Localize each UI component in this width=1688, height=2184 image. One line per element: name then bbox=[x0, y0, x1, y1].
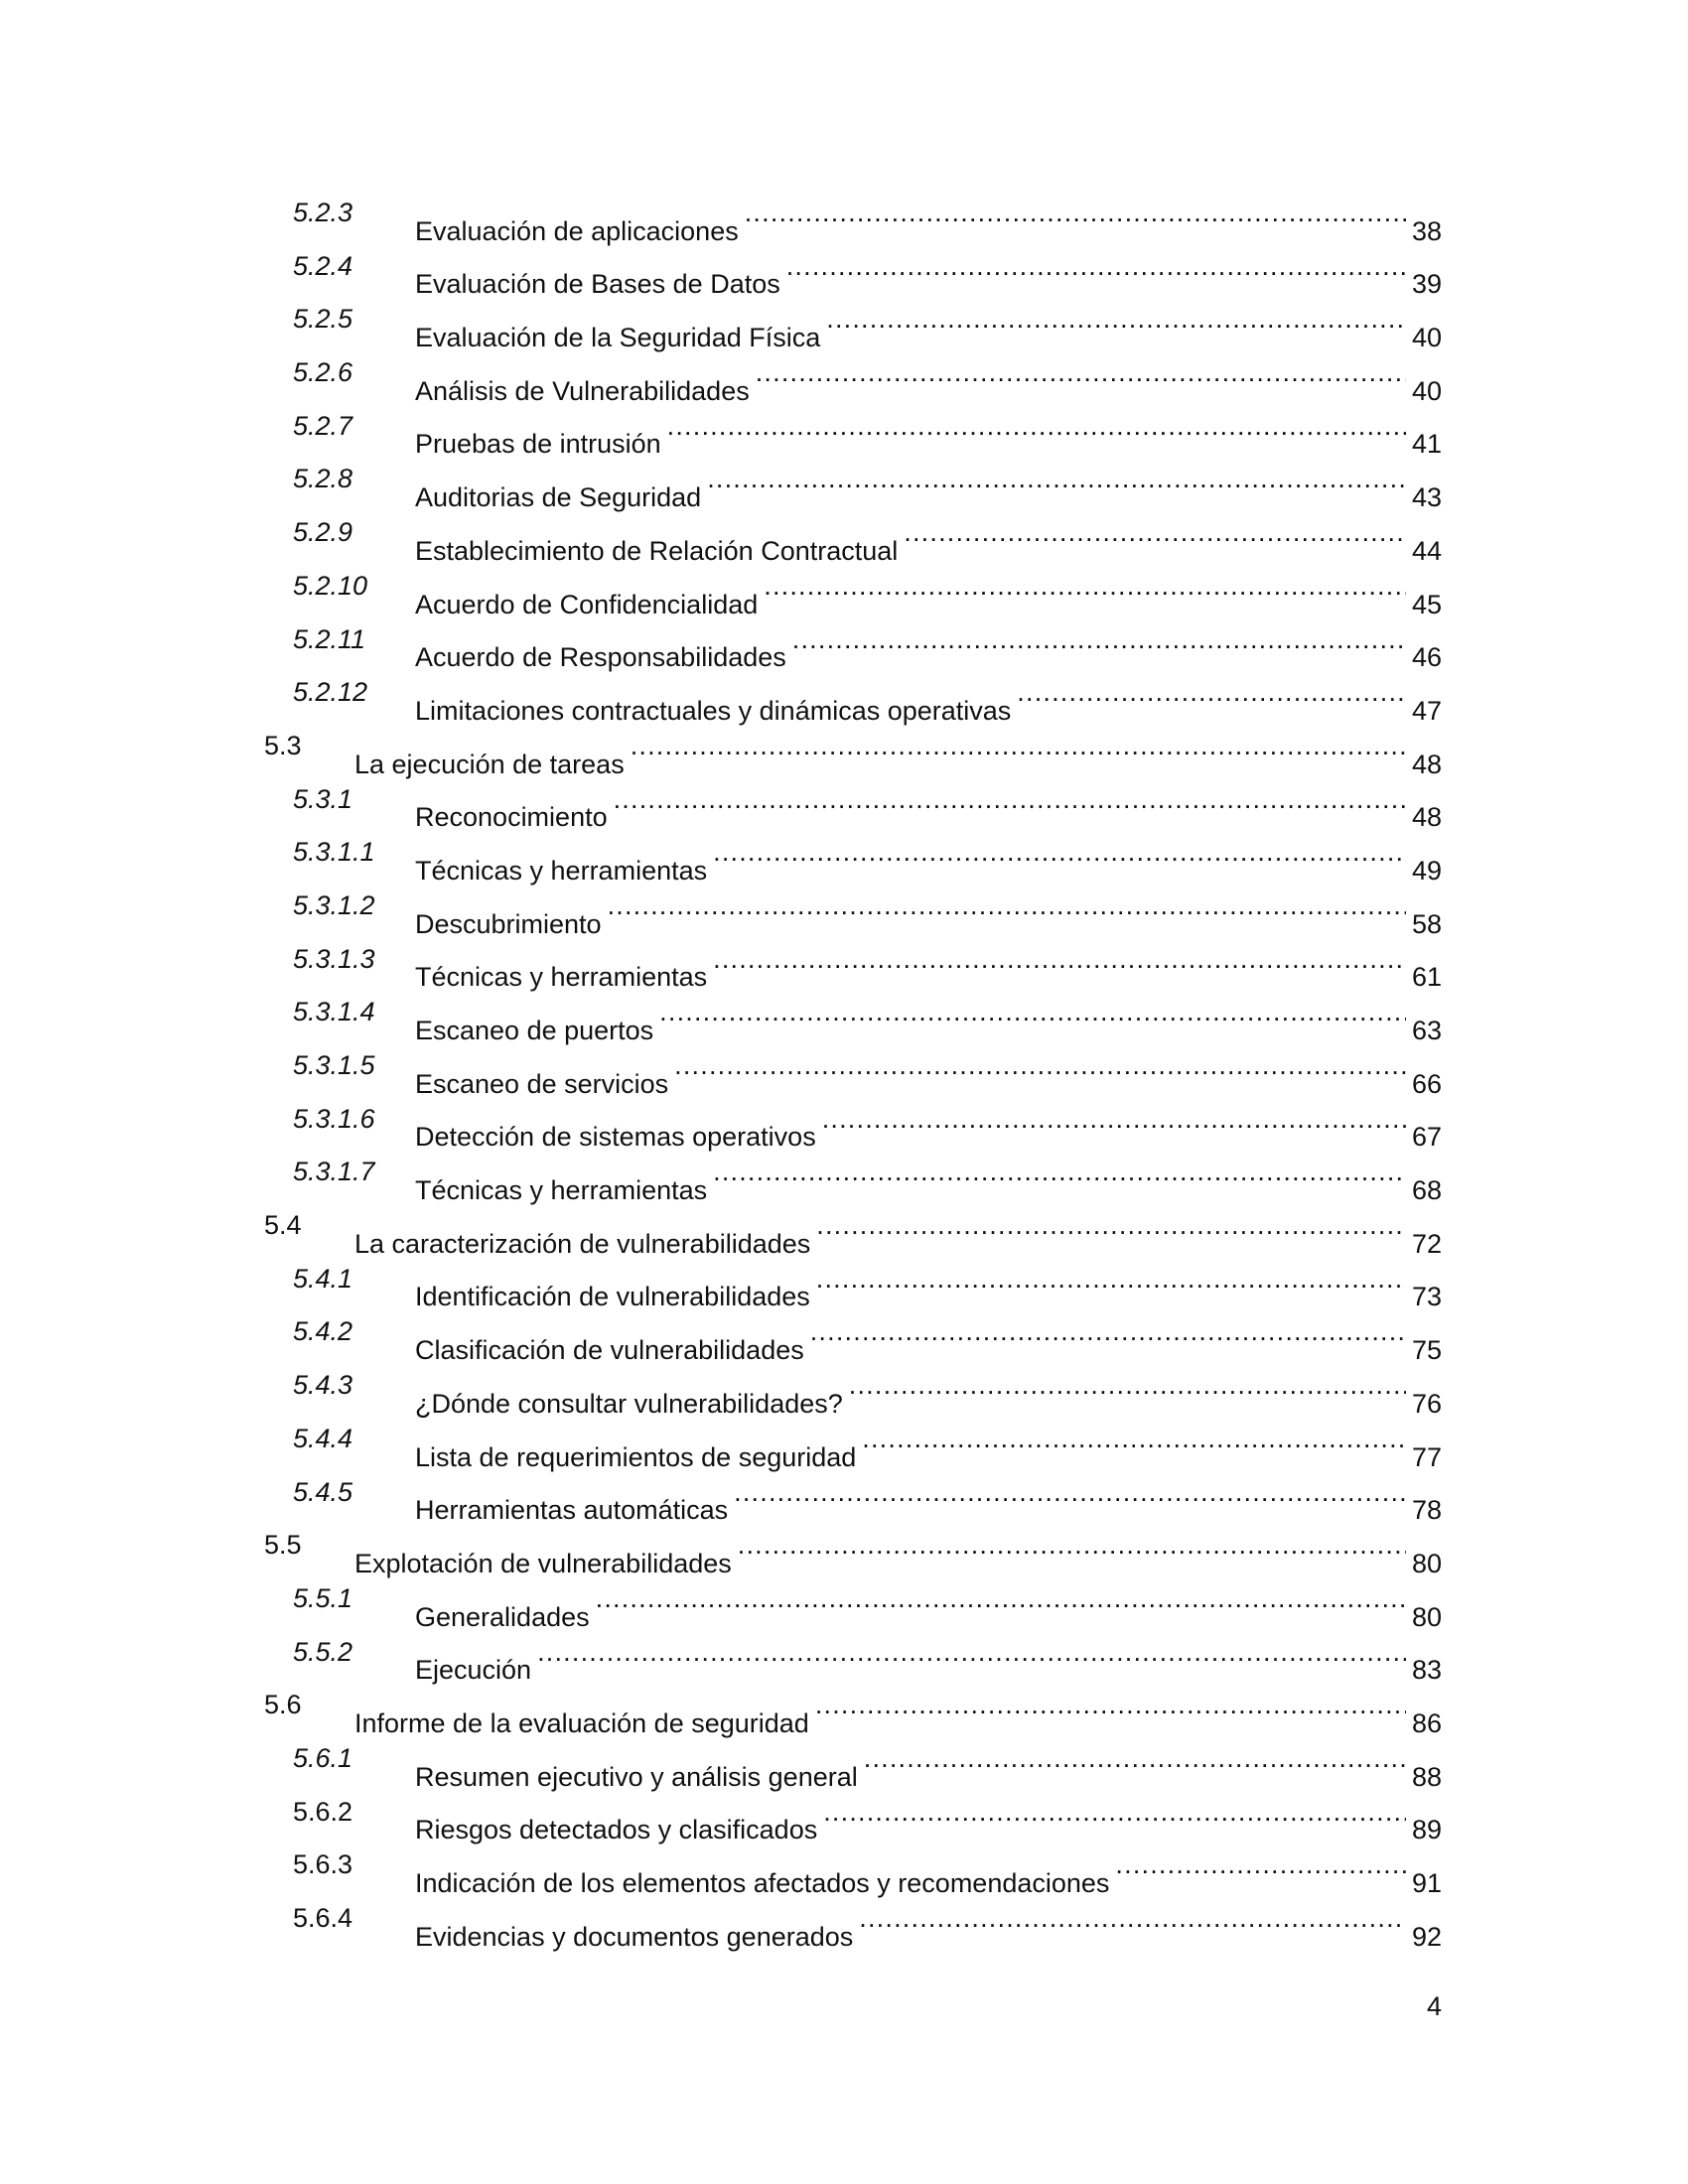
toc-entry-title: Riesgos detectados y clasificados bbox=[415, 1804, 823, 1857]
toc-entry-title: Indicación de los elementos afectados y recomendaciones bbox=[415, 1857, 1115, 1911]
dot-leader bbox=[822, 1093, 1406, 1147]
toc-entry[interactable] bbox=[0, 666, 1688, 726]
toc-entry-number: 5.4.2 bbox=[293, 1316, 353, 1347]
toc-entry-leader bbox=[415, 1892, 1442, 1964]
toc-entry-page: 77 bbox=[1406, 1432, 1442, 1485]
toc-entry[interactable] bbox=[0, 1093, 1688, 1153]
dot-leader bbox=[1017, 666, 1406, 720]
toc-entry[interactable] bbox=[0, 1253, 1688, 1312]
dot-leader bbox=[713, 933, 1406, 987]
toc-entry-page: 49 bbox=[1406, 845, 1442, 898]
toc-entry-title: Escaneo de servicios bbox=[415, 1058, 674, 1112]
toc-entry-title: Establecimiento de Relación Contractual bbox=[415, 525, 904, 579]
toc-entry[interactable] bbox=[0, 933, 1688, 993]
toc-entry[interactable] bbox=[0, 880, 1688, 939]
toc-entry-page: 48 bbox=[1406, 739, 1442, 792]
toc-entry[interactable] bbox=[0, 1626, 1688, 1686]
toc-entry-number: 5.2.9 bbox=[293, 517, 353, 548]
toc-entry-number: 5.6.1 bbox=[293, 1742, 353, 1773]
dot-leader bbox=[764, 560, 1406, 614]
toc-entry-title: Lista de requerimientos de seguridad bbox=[415, 1432, 862, 1485]
toc-entry-number: 5.6.2 bbox=[293, 1796, 353, 1827]
toc-entry-page: 68 bbox=[1406, 1164, 1442, 1218]
dot-leader bbox=[864, 1732, 1406, 1786]
toc-entry[interactable] bbox=[0, 293, 1688, 353]
toc-entry-page: 89 bbox=[1406, 1804, 1442, 1857]
toc-entry-page: 44 bbox=[1406, 525, 1442, 579]
toc-entry-title: Acuerdo de Confidencialidad bbox=[415, 579, 764, 632]
toc-entry[interactable] bbox=[0, 720, 1688, 779]
toc-entry-number: 5.3.1.7 bbox=[293, 1157, 375, 1187]
toc-entry[interactable] bbox=[0, 773, 1688, 833]
toc-entry-page: 88 bbox=[1406, 1751, 1442, 1805]
toc-entry-title: Técnicas y herramientas bbox=[415, 845, 713, 898]
toc-entry-title: Acuerdo de Responsabilidades bbox=[415, 631, 792, 685]
toc-entry-number: 5.4.3 bbox=[293, 1370, 353, 1401]
toc-entry[interactable] bbox=[0, 1146, 1688, 1206]
dot-leader bbox=[786, 240, 1406, 294]
toc-entry-page: 73 bbox=[1406, 1271, 1442, 1324]
dot-leader bbox=[792, 614, 1406, 667]
toc-entry-number: 5.3 bbox=[264, 730, 302, 760]
toc-entry-number: 5.4.1 bbox=[293, 1263, 353, 1294]
toc-entry-page: 86 bbox=[1406, 1698, 1442, 1751]
toc-entry[interactable] bbox=[0, 1786, 1688, 1845]
toc-entry-title: Clasificación de vulnerabilidades bbox=[415, 1324, 810, 1378]
toc-entry-number: 5.5.1 bbox=[293, 1582, 353, 1613]
toc-entry-title: La ejecución de tareas bbox=[354, 739, 631, 792]
toc-entry-number: 5.2.7 bbox=[293, 410, 353, 441]
dot-leader bbox=[707, 453, 1406, 506]
dot-leader bbox=[713, 1146, 1406, 1199]
toc-entry[interactable] bbox=[0, 1732, 1688, 1792]
toc-entry[interactable] bbox=[0, 614, 1688, 673]
dot-leader bbox=[862, 1413, 1406, 1466]
toc-entry[interactable] bbox=[0, 506, 1688, 566]
toc-entry-number: 5.3.1.4 bbox=[293, 997, 375, 1027]
toc-entry-title: ¿Dónde consultar vulnerabilidades? bbox=[415, 1378, 849, 1432]
toc-entry[interactable] bbox=[0, 1359, 1688, 1419]
toc-entry-title: Reconocimiento bbox=[415, 791, 614, 845]
toc-entry[interactable] bbox=[0, 1892, 1688, 1952]
toc-entry-title: Técnicas y herramientas bbox=[415, 951, 713, 1005]
toc-entry[interactable] bbox=[0, 1413, 1688, 1472]
toc-entry-number: 5.2.6 bbox=[293, 357, 353, 388]
toc-entry-number: 5.4.5 bbox=[293, 1476, 353, 1507]
toc-entry-number: 5.2.10 bbox=[293, 570, 368, 601]
toc-entry-title: Identificación de vulnerabilidades bbox=[415, 1271, 816, 1324]
dot-leader bbox=[713, 826, 1406, 880]
dot-leader bbox=[815, 1679, 1406, 1732]
dot-leader bbox=[823, 1786, 1406, 1840]
toc-entry[interactable] bbox=[0, 1519, 1688, 1578]
toc-entry-number: 5.6 bbox=[264, 1690, 302, 1720]
toc-entry-page: 46 bbox=[1406, 631, 1442, 685]
dot-leader bbox=[537, 1626, 1406, 1680]
toc-entry-title: Evidencias y documentos generados bbox=[415, 1911, 859, 1965]
table-of-contents bbox=[0, 187, 1688, 1952]
dot-leader bbox=[826, 293, 1406, 346]
toc-entry-title: Pruebas de intrusión bbox=[415, 418, 667, 472]
toc-entry-title: Generalidades bbox=[415, 1591, 596, 1645]
toc-entry-number: 5.3.1.6 bbox=[293, 1103, 375, 1134]
toc-entry[interactable] bbox=[0, 453, 1688, 513]
toc-entry-page: 48 bbox=[1406, 791, 1442, 845]
toc-entry-number: 5.3.1.3 bbox=[293, 943, 375, 974]
dot-leader bbox=[608, 880, 1406, 933]
toc-entry-number: 5.2.3 bbox=[293, 198, 353, 227]
toc-entry[interactable] bbox=[0, 1199, 1688, 1259]
toc-entry[interactable] bbox=[0, 826, 1688, 886]
toc-entry-number: 5.3.1.2 bbox=[293, 889, 375, 920]
dot-leader bbox=[596, 1572, 1406, 1626]
dot-leader bbox=[904, 506, 1406, 560]
toc-entry-title: Técnicas y herramientas bbox=[415, 1164, 713, 1218]
toc-entry-number: 5.5 bbox=[264, 1530, 302, 1561]
toc-entry-number: 5.6.4 bbox=[293, 1903, 353, 1933]
toc-entry-page: 76 bbox=[1406, 1378, 1442, 1432]
toc-entry-page: 63 bbox=[1406, 1005, 1442, 1058]
toc-entry-number: 5.4 bbox=[264, 1210, 302, 1241]
toc-entry-number: 5.2.12 bbox=[293, 677, 368, 708]
dot-leader bbox=[859, 1892, 1406, 1946]
dot-leader bbox=[745, 187, 1406, 240]
toc-entry-title: Herramientas automáticas bbox=[415, 1484, 734, 1538]
toc-entry-number: 5.2.8 bbox=[293, 464, 353, 494]
toc-entry-title: Evaluación de Bases de Datos bbox=[415, 258, 786, 312]
toc-entry-page: 78 bbox=[1406, 1484, 1442, 1538]
dot-leader bbox=[631, 720, 1406, 773]
toc-entry-page: 43 bbox=[1406, 472, 1442, 525]
toc-entry-page: 38 bbox=[1406, 205, 1442, 259]
toc-entry-title: Explotación de vulnerabilidades bbox=[354, 1538, 738, 1591]
toc-entry-page: 41 bbox=[1406, 418, 1442, 472]
toc-entry-number: 5.3.1.5 bbox=[293, 1050, 375, 1080]
toc-entry-title: La caracterización de vulnerabilidades bbox=[354, 1218, 816, 1272]
toc-entry-number: 5.2.5 bbox=[293, 304, 353, 335]
toc-entry-page: 39 bbox=[1406, 258, 1442, 312]
toc-entry-number: 5.2.4 bbox=[293, 250, 353, 281]
toc-entry-title: Resumen ejecutivo y análisis general bbox=[415, 1751, 864, 1805]
toc-entry-page: 91 bbox=[1406, 1857, 1442, 1911]
toc-entry-title: Descubrimiento bbox=[415, 898, 608, 952]
toc-entry-number: 5.3.1 bbox=[293, 783, 353, 814]
toc-entry[interactable] bbox=[0, 240, 1688, 300]
toc-entry-page: 45 bbox=[1406, 579, 1442, 632]
toc-entry-title: Análisis de Vulnerabilidades bbox=[415, 365, 756, 419]
page-number: 4 bbox=[1426, 1991, 1442, 2021]
toc-entry-title: Evaluación de la Seguridad Física bbox=[415, 312, 826, 365]
toc-entry-page: 75 bbox=[1406, 1324, 1442, 1378]
toc-entry[interactable] bbox=[0, 187, 1688, 246]
toc-entry-page: 47 bbox=[1406, 685, 1442, 739]
dot-leader bbox=[614, 773, 1406, 827]
toc-entry-title: Ejecución bbox=[415, 1644, 537, 1698]
toc-entry[interactable] bbox=[0, 1679, 1688, 1738]
toc-entry-page: 67 bbox=[1406, 1111, 1442, 1164]
toc-entry-page: 72 bbox=[1406, 1218, 1442, 1272]
toc-entry[interactable] bbox=[0, 346, 1688, 406]
dot-leader bbox=[1115, 1839, 1406, 1892]
toc-entry-title: Evaluación de aplicaciones bbox=[415, 205, 745, 259]
toc-entry-title: Limitaciones contractuales y dinámicas operativas bbox=[415, 685, 1017, 739]
dot-leader bbox=[674, 1039, 1406, 1093]
toc-entry-title: Escaneo de puertos bbox=[415, 1005, 659, 1058]
toc-entry-page: 40 bbox=[1406, 312, 1442, 365]
dot-leader bbox=[734, 1466, 1406, 1520]
toc-entry-page: 92 bbox=[1406, 1911, 1442, 1965]
toc-entry[interactable] bbox=[0, 1839, 1688, 1898]
toc-entry-page: 58 bbox=[1406, 898, 1442, 952]
dot-leader bbox=[667, 400, 1406, 454]
dot-leader bbox=[849, 1359, 1406, 1413]
toc-entry-title: Auditorias de Seguridad bbox=[415, 472, 707, 525]
toc-entry-number: 5.5.2 bbox=[293, 1636, 353, 1667]
dot-leader bbox=[816, 1253, 1406, 1306]
toc-entry-number: 5.4.4 bbox=[293, 1423, 353, 1453]
dot-leader bbox=[659, 986, 1406, 1039]
toc-entry[interactable] bbox=[0, 1039, 1688, 1099]
dot-leader bbox=[738, 1519, 1406, 1572]
toc-entry-number: 5.3.1.1 bbox=[293, 837, 375, 868]
toc-entry[interactable] bbox=[0, 1305, 1688, 1366]
toc-entry-number: 5.6.3 bbox=[293, 1849, 353, 1880]
toc-entry-title: Informe de la evaluación de seguridad bbox=[354, 1698, 815, 1751]
toc-entry-page: 66 bbox=[1406, 1058, 1442, 1112]
toc-entry[interactable] bbox=[0, 986, 1688, 1045]
toc-entry[interactable] bbox=[0, 560, 1688, 619]
toc-entry-title: Detección de sistemas operativos bbox=[415, 1111, 822, 1164]
toc-entry-page: 61 bbox=[1406, 951, 1442, 1005]
toc-entry-page: 83 bbox=[1406, 1644, 1442, 1698]
toc-entry-number: 5.2.11 bbox=[293, 623, 366, 654]
dot-leader bbox=[816, 1199, 1406, 1253]
toc-entry[interactable] bbox=[0, 1466, 1688, 1526]
toc-entry[interactable] bbox=[0, 400, 1688, 460]
dot-leader bbox=[810, 1305, 1406, 1359]
toc-entry-page: 40 bbox=[1406, 365, 1442, 419]
toc-entry-page: 80 bbox=[1406, 1591, 1442, 1645]
toc-entry-page: 80 bbox=[1406, 1538, 1442, 1591]
toc-entry[interactable] bbox=[0, 1572, 1688, 1632]
dot-leader bbox=[756, 346, 1406, 400]
